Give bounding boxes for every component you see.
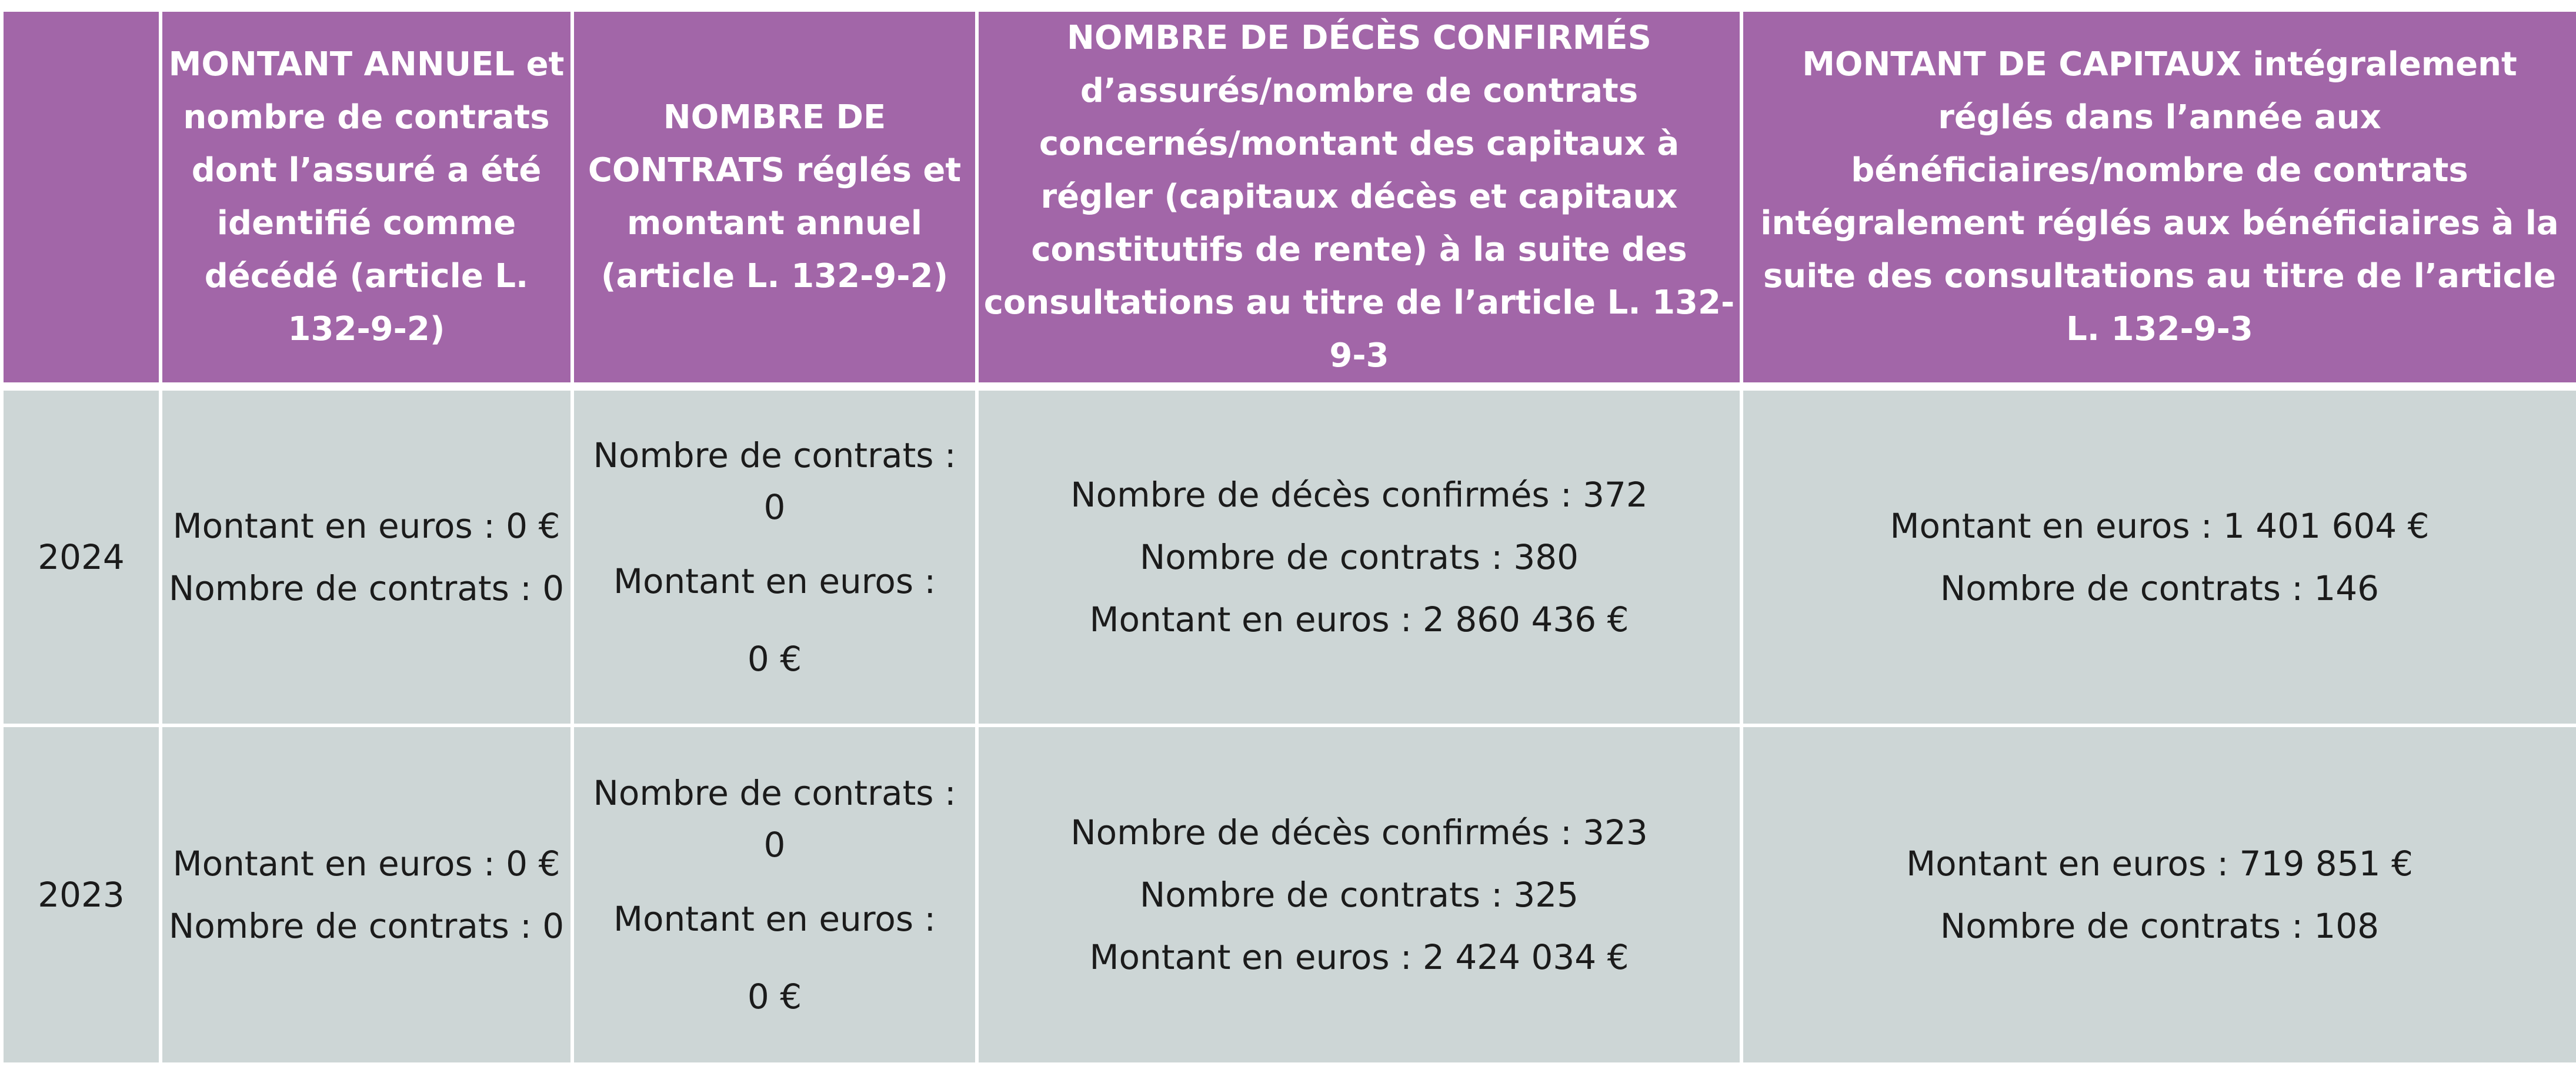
amount-value: Montant en euros : 0 € [172, 844, 560, 884]
table-row [2, 725, 2576, 1064]
annual-amount-cell [161, 725, 572, 1064]
contracts-count: Nombre de contrats : 380 [1139, 537, 1579, 577]
contracts-count: Nombre de contrats : 325 [1139, 875, 1579, 915]
table-row [2, 387, 2576, 725]
amount-value: 0 € [747, 977, 802, 1017]
amount-value: Montant en euros : 0 € [172, 506, 560, 546]
contracts-label: Nombre de contrats : [593, 435, 956, 475]
contracts-settled-cell [572, 387, 977, 725]
amount-label: Montant en euros : [613, 899, 936, 939]
header-contracts-settled: NOMBRE DE CONTRATS réglés et montant annuel (article L. 132-9-2) [572, 10, 977, 387]
amount-value: Montant en euros : 719 851 € [1906, 844, 2413, 884]
insurance-claims-table [0, 8, 2576, 1066]
header-row [2, 10, 2576, 387]
table-body [2, 387, 2576, 1064]
confirmed-deaths-cell [977, 725, 1741, 1064]
contracts-label: Nombre de contrats : [593, 773, 956, 813]
capital-settled-cell [1741, 725, 2576, 1064]
header-annual-amount-deceased: MONTANT ANNUEL et nombre de contrats dont l’assuré a été identifié comme décédé (article L. 132-9-2) [161, 10, 572, 387]
capital-settled-cell [1741, 387, 2576, 725]
header-year [2, 10, 161, 387]
contracts-count: Nombre de contrats : 146 [1940, 568, 2380, 608]
contracts-value: 0 [763, 487, 786, 527]
deaths-count: Nombre de décès confirmés : 372 [1070, 475, 1648, 515]
amount-value: 0 € [747, 639, 802, 679]
header-confirmed-deaths: NOMBRE DE DÉCÈS CONFIRMÉS d’assurés/nombre de contrats concernés/montant des capitaux à régler (capitaux décès et capitaux constitutifs de rente) à la suite des consultations au titre de l’article L. 132-9-3 [977, 10, 1741, 387]
header-capital-settled: MONTANT DE CAPITAUX intégralement réglés dans l’année aux bénéficiaires/nombre de contrats intégralement réglés aux bénéficiaires à la suite des consultations au titre de l’article L. 132-9-3 [1741, 10, 2576, 387]
table-header [2, 10, 2576, 387]
amount-value: Montant en euros : 2 860 436 € [1089, 599, 1629, 639]
amount-value: Montant en euros : 1 401 604 € [1890, 506, 2430, 546]
contracts-count: Nombre de contrats : 0 [168, 568, 565, 608]
contracts-count: Nombre de contrats : 108 [1940, 906, 2380, 946]
annual-amount-cell [161, 387, 572, 725]
confirmed-deaths-cell [977, 387, 1741, 725]
deaths-count: Nombre de décès confirmés : 323 [1070, 812, 1648, 852]
year-cell: 2023 [2, 725, 161, 1064]
amount-label: Montant en euros : [613, 561, 936, 601]
amount-value: Montant en euros : 2 424 034 € [1089, 937, 1629, 977]
contracts-value: 0 [763, 825, 786, 865]
contracts-count: Nombre de contrats : 0 [168, 906, 565, 946]
year-cell: 2024 [2, 387, 161, 725]
contracts-settled-cell [572, 725, 977, 1064]
